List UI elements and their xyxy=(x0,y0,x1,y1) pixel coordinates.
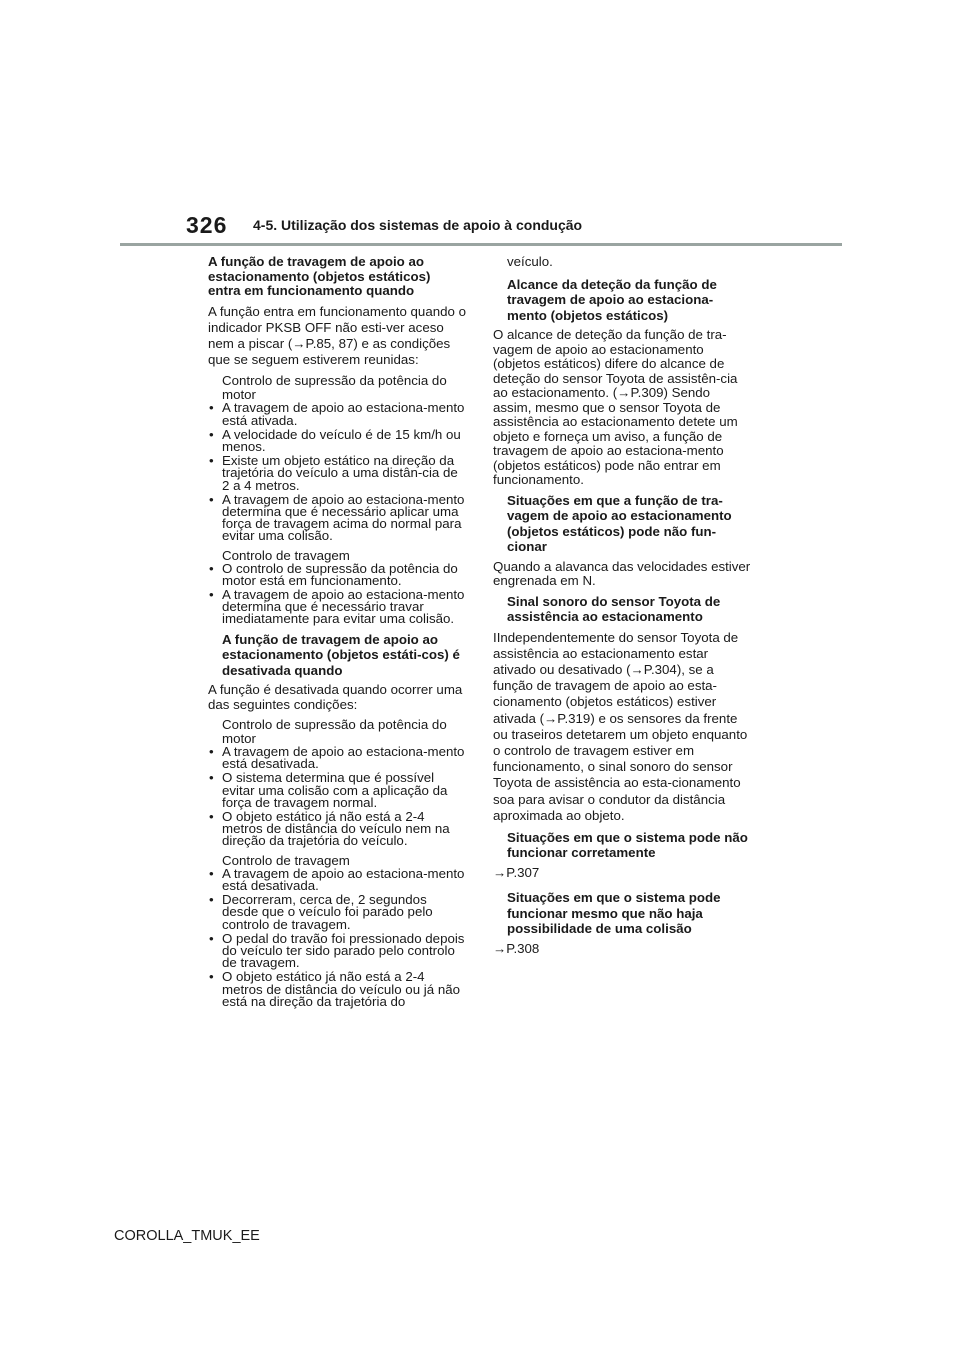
may-not-operate-text: Quando a alavanca das velocidades estiver engrenada em N. xyxy=(493,558,751,588)
list-item: • Decorreram, cerca de, 2 segundos desde que o veículo foi parado pelo controlo de travagem. xyxy=(208,894,466,931)
heading-detection-range: Alcance da deteção da função de travagem de apoio ao estaciona-mento (objetos estáticos) xyxy=(507,276,717,323)
right-column xyxy=(493,255,751,966)
continued-text: veículo. xyxy=(507,254,553,269)
heading-operate-without-collision: Situações em que o sistema pode funcionar mesmo que não haja possibilidade de uma colisão xyxy=(507,890,721,937)
list-item: • A travagem de apoio ao estaciona-mento está desativada. xyxy=(208,746,466,770)
buzzer-text: IIndependentemente do sensor Toyota de assistência ao estacionamento estar ativado ou desativado (→P.304), se a função de travagem de apoio ao esta-cionamento (objetos estáticos) estiver ativada (→P.319) e os sensores da frente ou traseiros detetarem um objeto enquanto o controlo de travagem estiver em funcionamento, o sinal sonoro do sensor Toyota de assistência ao esta-cionamento soa para avisar o condutor da distância aproximada ao objeto. xyxy=(493,629,748,823)
deactivation-brake-conditions xyxy=(208,865,466,1009)
heading-activation: A função de travagem de apoio ao estacionamento (objetos estáticos) entra em funcionamento quando xyxy=(208,254,431,298)
detection-range-text: O alcance de deteção da função de tra-vagem de apoio ao estacionamento (objetos estáticos) difere do alcance de deteção do sensor Toyota de assistên-cia ao estacionamento. (→P.309) Sendo assim, mesmo que o sensor Toyota de assistência ao estacionamento detete um objeto e forneça um aviso, a função de travagem de apoio ao estaciona-mento (objetos estáticos) pode não entrar em funcionamento. xyxy=(493,327,738,487)
section-title: 4-5. Utilização dos sistemas de apoio à condução xyxy=(253,217,583,233)
list-item: • O sistema determina que é possível evitar uma colisão com a aplicação da força de travagem normal. xyxy=(208,772,466,809)
list-item: • A velocidade do veículo é de 15 km/h ou menos. xyxy=(208,429,466,453)
list-item: • A travagem de apoio ao estaciona-mento está ativada. xyxy=(208,402,466,426)
heading-deactivation: A função de travagem de apoio ao estacionamento (objetos estáti-cos) é desativada quando xyxy=(222,631,460,678)
list-item: • O objeto estático já não está a 2-4 metros de distância do veículo nem na direção da trajetória do veículo. xyxy=(208,811,466,848)
footer-doc-code: COROLLA_TMUK_EE xyxy=(114,1228,260,1244)
activation-engine-conditions xyxy=(208,402,466,542)
heading-buzzer: Sinal sonoro do sensor Toyota de assistência ao estacionamento xyxy=(507,593,721,624)
deactivation-intro: A função é desativada quando ocorrer uma das seguintes condições: xyxy=(208,682,463,712)
left-column xyxy=(208,255,466,1012)
list-item: • O pedal do travão foi pressionado depois do veículo ter sido parado pelo controlo de travagem. xyxy=(208,933,466,970)
heading-may-not-operate: Situações em que a função de tra-vagem de apoio ao estacionamento (objetos estáticos) pode não fun-cionar xyxy=(507,492,732,554)
list-item: • Existe um objeto estático na direção da trajetória do veículo a uma distân-cia de 2 a 4 metros. xyxy=(208,455,466,492)
group-title-engine-power-suppression: Controlo de supressão da potência do motor xyxy=(222,373,447,403)
activation-intro: A função entra em funcionamento quando o indicador PKSB OFF não esti-ver aceso nem a piscar (→P.85, 87) e as condições que se seguem estiverem reunidas: xyxy=(208,303,466,368)
group-title-engine-power-suppression-off: Controlo de supressão da potência do motor xyxy=(222,717,447,747)
header-divider xyxy=(120,243,842,246)
list-item: • A travagem de apoio ao estaciona-mento determina que é necessário aplicar uma força de travagem acima do normal para evitar uma colisão. xyxy=(208,494,466,543)
deactivation-engine-conditions xyxy=(208,746,466,848)
list-item: • A travagem de apoio ao estaciona-mento determina que é necessário travar imediatamente para evitar uma colisão. xyxy=(208,589,466,626)
activation-brake-conditions xyxy=(208,560,466,627)
page-reference-link[interactable]: →P.307 xyxy=(493,864,540,880)
page-reference-link[interactable]: →P.308 xyxy=(493,940,540,956)
group-title-brake-control: Controlo de travagem xyxy=(222,547,350,563)
list-item: • A travagem de apoio ao estaciona-mento está desativada. xyxy=(208,868,466,892)
page-number: 326 xyxy=(186,212,228,238)
group-title-brake-control-off: Controlo de travagem xyxy=(222,852,350,868)
list-item: • O objeto estático já não está a 2-4 metros de distância do veículo ou já não está na direção da trajetória do xyxy=(208,971,466,1008)
list-item: • O controlo de supressão da potência do motor está em funcionamento. xyxy=(208,563,466,587)
heading-not-operate-properly: Situações em que o sistema pode não funcionar corretamente xyxy=(507,829,748,861)
